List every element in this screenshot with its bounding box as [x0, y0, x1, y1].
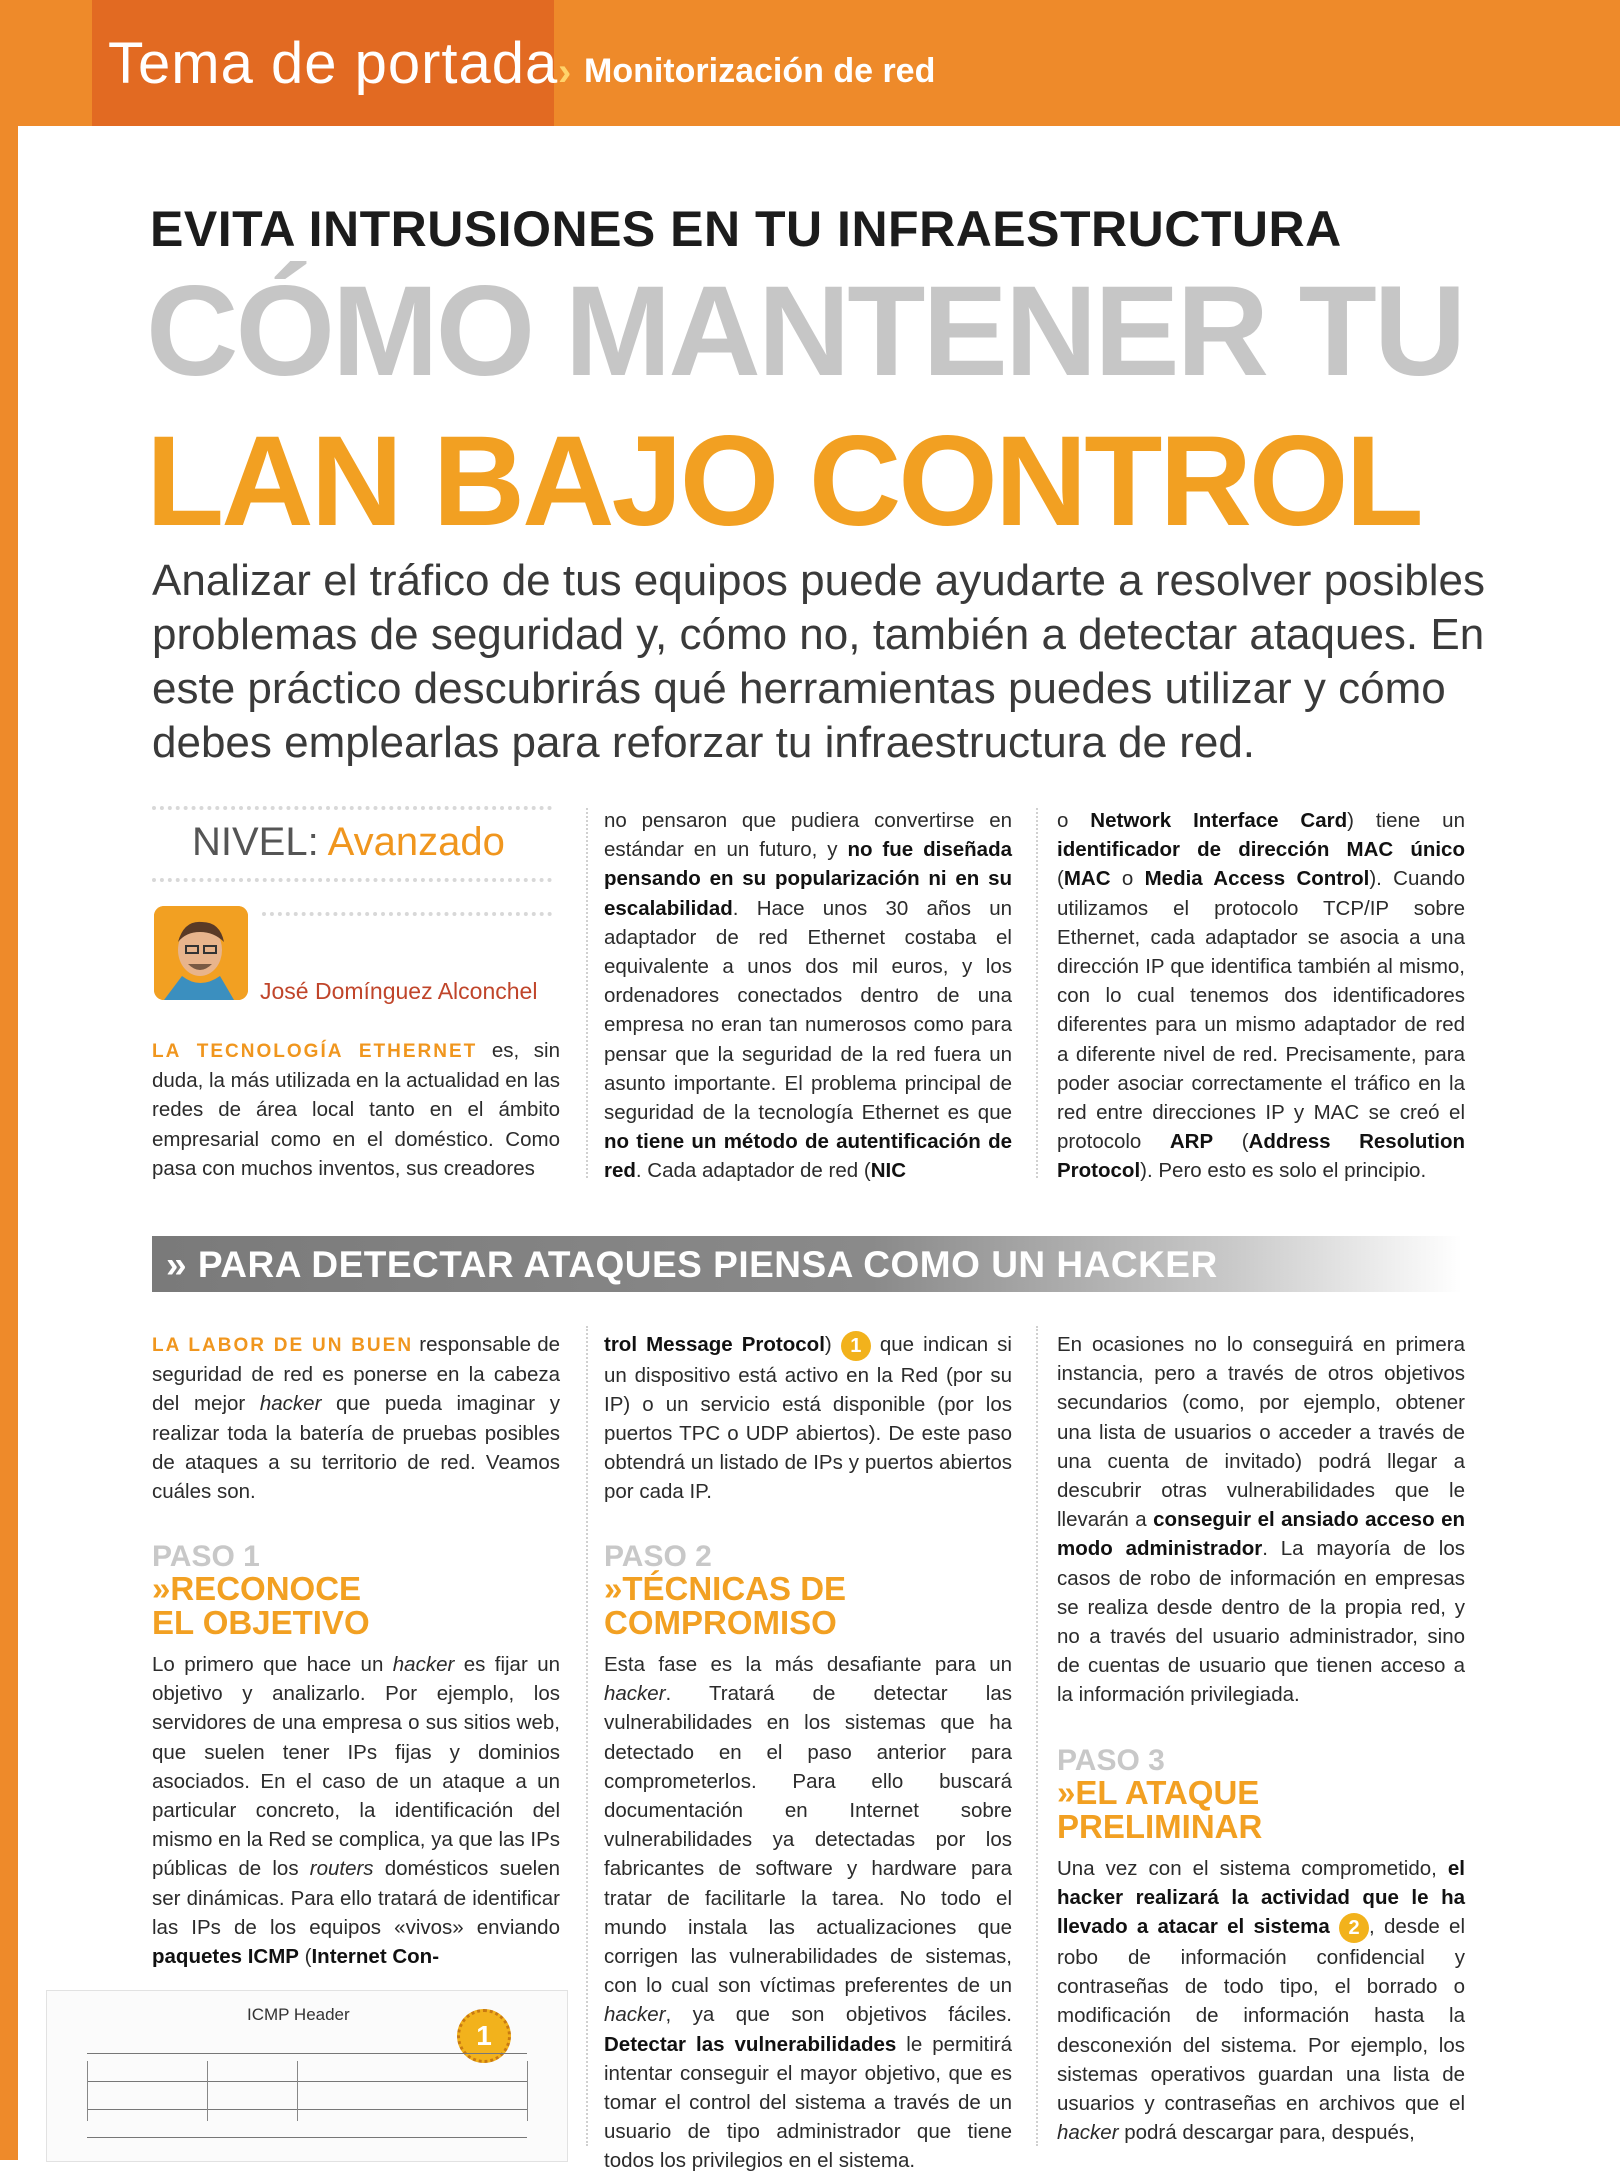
- section-heading: » PARA DETECTAR ATAQUES PIENSA COMO UN HACKER: [166, 1244, 1218, 1285]
- text-run: domésticos suelen ser dinámicas. Para ello tratará de identificar las IPs de los equipos «vivos» enviando: [152, 1857, 560, 1939]
- text-run: ). Cuando utilizamos el protocolo TCP/IP sobre Ethernet, cada adaptador se asocia a una dirección IP que identifica también al mismo, con lo cual tenemos dos identificadores diferentes para un mismo adaptador de red a diferente nivel de red. Precisamente, para poder asociar correctamente el tráfico en la red entre direcciones IP y MAC se creó el protocolo: [1057, 867, 1465, 1154]
- text-run-bold: no tiene un método de autentificación de red: [604, 1130, 1012, 1183]
- left-accent-bar: [0, 0, 18, 2160]
- figure-title: ICMP Header: [247, 2005, 350, 2024]
- text-run-bold: MAC: [1063, 867, 1111, 891]
- text-run-bold: ARP: [1169, 1130, 1214, 1154]
- text-run: es fijar un objetivo y analizarlo. Por ejemplo, los servidores de una empresa o sus sitios web, que suelen tener IPs fijas y dominios asociados. En el caso de un ataque a un particular concreto, la identificación del mismo en la Red se complica, ya que las IPs públicas de los: [152, 1653, 560, 1881]
- icmp-header-figure: [46, 1990, 568, 2162]
- text-run-italic: hacker: [604, 2003, 666, 2027]
- article-lead: Analizar el tráfico de tus equipos puede ayudarte a resolver posibles problemas de seguridad y, cómo no, también a detectar ataques. En este práctico descubrirás qué herramientas puedes utilizar y cómo debes emplearlas para reforzar tu infraestructura de red.: [152, 556, 1486, 767]
- level-prefix: NIVEL:: [192, 820, 319, 864]
- text-run: (: [1057, 867, 1064, 891]
- text-run-bold: Network Interface Card: [1090, 809, 1348, 832]
- body-column-1-intro: [152, 1330, 560, 1506]
- text-run: En ocasiones no lo conseguirá en primera instancia, pero a través de otros objetivos secundarios (como, por ejemplo, obtener una lista de usuarios o acceder a través de una cuenta de invitado) podrá llegar a descubrir otras vulnerabilidades que le llevarán a: [1057, 1333, 1465, 1532]
- text-run: que pueda imaginar y realizar toda la batería de pruebas posibles de ataques a su territorio de red. Veamos cuáles son.: [152, 1392, 560, 1504]
- article-kicker: EVITA INTRUSIONES EN TU INFRAESTRUCTURA: [150, 201, 1342, 257]
- text-run: le permitirá intentar conseguir el mayor objetivo, que es tomar el control del sistema a través de un usuario de tipo administrador que tiene todos los privilegios en el sistema.: [604, 2032, 1012, 2173]
- text-run-italic: hacker: [259, 1392, 322, 1416]
- step-2-title-line1: »TÉCNICAS DE: [604, 1570, 847, 1607]
- intro-column-1: [152, 1036, 560, 1183]
- text-run: podrá descargar para, después,: [1118, 2121, 1415, 2145]
- text-run-bold: conseguir el ansiado acceso en modo administrador: [1057, 1508, 1465, 1561]
- step-1-title-line1: »RECONOCE: [152, 1570, 362, 1607]
- text-run: ) tiene un: [1347, 809, 1465, 832]
- intro-col1-text: es, sin duda, la más utilizada en la actualidad en las redes de área local tanto en el ámbito empresarial como en el doméstico. Como pasa con muchos inventos, sus creadores: [152, 1039, 560, 1180]
- text-run-bold: Media Access Control: [1144, 867, 1370, 891]
- text-run-bold: Detectar las vulnerabilidades: [604, 2032, 897, 2056]
- figure-rule: [87, 2081, 527, 2082]
- text-run-italic: hacker: [1057, 2121, 1119, 2145]
- text-run: . Cada adaptador de red (: [635, 1159, 871, 1183]
- figure-tick: [527, 2061, 528, 2121]
- text-run: (: [298, 1945, 312, 1969]
- text-run: responsable de seguridad de red es ponerse en la cabeza del mejor: [152, 1333, 560, 1416]
- text-run-italic: routers: [309, 1857, 374, 1881]
- level-value: Avanzado: [327, 820, 505, 864]
- body-column-3-intro: [1057, 1330, 1465, 1710]
- author-divider: [262, 912, 552, 916]
- text-run: que indican si un dispositivo está activo en la Red (por su IP) o un servicio está disponible (por los puertos TPC o UDP abiertos). De este paso obtendrá un listado de IPs y puertos abiertos por cada IP.: [604, 1333, 1012, 1504]
- figure-tick: [87, 2061, 88, 2121]
- column-divider: [1036, 1326, 1038, 2146]
- column-divider: [586, 808, 588, 1178]
- text-run: ). Pero esto es solo el principio.: [1140, 1159, 1427, 1183]
- text-run: (: [1213, 1130, 1249, 1154]
- reference-badge-2: 2: [1339, 1913, 1369, 1943]
- text-run-bold: Internet Con-: [311, 1945, 440, 1969]
- text-run-bold: trol Message Protocol: [604, 1333, 825, 1356]
- step-1-title-line2: EL OBJETIVO: [152, 1604, 370, 1641]
- column-divider: [1036, 808, 1038, 1178]
- reference-badge-1: 1: [841, 1331, 871, 1361]
- text-run: o: [1110, 867, 1145, 891]
- text-run: . Tratará de detectar las vulnerabilidades en los sistemas que ha detectado en el paso anterior para comprometerlos. Para ello buscará documentación en Internet sobre vulnerabilidades ya detectadas por los fabricantes de software y hardware para tratar de facilitarle la tarea. No todo el mundo instala las actualizaciones que corrigen las vulnerabilidades de sistemas, con lo cual son víctimas preferentes de un: [604, 1682, 1012, 1998]
- text-run: ): [824, 1333, 841, 1356]
- section-subtitle: Monitorización de red: [584, 52, 936, 90]
- figure-tick: [207, 2061, 208, 2121]
- figure-badge: 1: [457, 2009, 511, 2063]
- text-run-bold: identificador de dirección MAC único: [1057, 838, 1465, 862]
- section-title: Tema de portada: [108, 31, 559, 96]
- text-run: o: [1057, 809, 1091, 832]
- step-3-number: PASO 3: [1057, 1744, 1165, 1777]
- figure-rule: [87, 2053, 527, 2054]
- step-3-title-line1: »EL ATAQUE: [1057, 1774, 1260, 1811]
- text-run-bold: el hacker realizará la actividad que le ha llevado a atacar el sistema: [1057, 1857, 1465, 1939]
- text-run: Esta fase es la más desafiante para un: [604, 1653, 1012, 1676]
- intro-column-3: [1057, 806, 1465, 1186]
- chevron-right-icon: ›: [558, 50, 572, 94]
- author-name: José Domínguez Alconchel: [260, 978, 538, 1004]
- author-avatar: [154, 906, 248, 1000]
- body-column-2-intro: [604, 1330, 1012, 1507]
- text-run: , ya que son objetivos fáciles.: [665, 2003, 1012, 2027]
- figure-rule: [87, 2109, 527, 2110]
- text-run-bold: Address Resolution Protocol: [1057, 1130, 1466, 1183]
- text-run-bold: NIC: [870, 1159, 906, 1183]
- intro-dropcap-lead: LA TECNOLOGÍA ETHERNET: [152, 1041, 478, 1062]
- step-2-title-line2: COMPROMISO: [604, 1604, 837, 1641]
- column-divider: [586, 1326, 588, 2146]
- body-dropcap-lead: LA LABOR DE UN BUEN: [152, 1335, 414, 1356]
- step-1-number: PASO 1: [152, 1540, 260, 1573]
- text-run-bold: paquetes ICMP: [152, 1945, 299, 1969]
- intro-column-2: [604, 806, 1012, 1186]
- step-3-title-line2: PRELIMINAR: [1057, 1808, 1263, 1845]
- text-run: Una vez con el sistema comprometido,: [1057, 1857, 1448, 1880]
- text-run: . La mayoría de los casos de robo de información en empresas se realiza desde dentro de la propia red, y no a través del usuario administrador, sino de cuentas de usuario que tienen acceso a la información privilegiada.: [1057, 1537, 1465, 1707]
- article-title-line1: CÓMO MANTENER TU: [146, 260, 1464, 403]
- step-1-body: [152, 1650, 560, 1971]
- text-run: Lo primero que hace un: [152, 1653, 393, 1676]
- text-run: . Hace unos 30 años un adaptador de red Ethernet costaba el equivalente a unos dos mil euros, y los ordenadores conectados dentro de una empresa no eran tan numerosos como para pensar que la seguridad de la red fuera un asunto importante. El problema principal de seguridad de la tecnología Ethernet es que: [604, 896, 1012, 1125]
- figure-rule: [87, 2137, 527, 2138]
- text-run-bold: no fue diseñada pensando en su popularización ni en su escalabilidad: [604, 838, 1012, 920]
- text-run: , desde el robo de información confidencial y contraseñas de todo tipo, el borrado o modificación de información hasta la desconexión del sistema. Por ejemplo, los sistemas operativos guardan una lista de usuarios y contraseñas en archivos que el: [1057, 1915, 1466, 2115]
- figure-tick: [297, 2061, 298, 2121]
- text-run-italic: hacker: [604, 1682, 666, 1706]
- step-2-number: PASO 2: [604, 1540, 712, 1573]
- step-3-body: [1057, 1854, 1465, 2147]
- article-title-line2: LAN BAJO CONTROL: [146, 410, 1421, 553]
- level-label: [192, 820, 505, 865]
- text-run-italic: hacker: [392, 1653, 455, 1676]
- text-run: no pensaron que pudiera convertirse en estándar en un futuro, y: [604, 809, 1012, 862]
- step-2-body: [604, 1650, 1012, 2176]
